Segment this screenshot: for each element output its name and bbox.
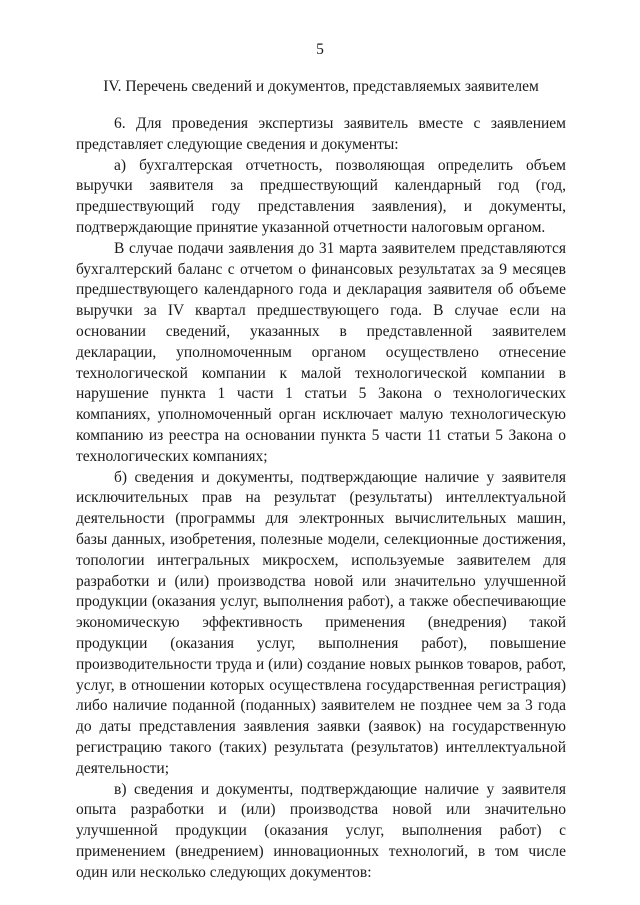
paragraph-march-deadline: В случае подачи заявления до 31 марта заявителем представляются бухгалтерский баланс с отчетом о финансовых результатах за 9 месяцев предшествующего календарного года и декларация заявителя об объеме выручки за IV квартал предшествующего года. В случае если на основании сведений, указанных в представленной заявителем декларации, уполномоченным органом осуществлено отнесение технологической компании к малой технологической компании в нарушение пункта 1 части 1 статьи 5 Закона о технологических компаниях, уполномоченный орган исключает малую технологическую компанию из реестра на основании пункта 5 части 11 статьи 5 Закона о технологических компаниях;	[76, 239, 566, 465]
section-heading: IV. Перечень сведений и документов, представляемых заявителем	[103, 78, 539, 95]
document-body	[76, 114, 566, 883]
paragraph-subitem-a: а) бухгалтерская отчетность, позволяющая определить объем выручки заявителя за предшествующий календарный год (год, предшествующий году представления заявления), и документы, подтверждающие принятие указанной отчетности налоговым органом.	[76, 156, 566, 236]
paragraph-item-6: 6. Для проведения экспертизы заявитель вместе с заявлением представляет следующие сведения и документы:	[76, 115, 566, 153]
paragraph-subitem-b: б) сведения и документы, подтверждающие наличие у заявителя исключительных прав на результат (результаты) интеллектуальной деятельности (программы для электронных вычислительных машин, базы данных, изобретения, полезные модели, селекционные достижения, топологии интегральных микросхем, используемые заявителем для разработки и (или) производства новой или значительно улучшенной продукции (оказания услуг, выполнения работ), а также обеспечивающие экономическую эффективность применения (внедрения) такой продукции (оказания услуг, выполнения работ), повышение производительности труда и (или) создание новых рынков товаров, работ, услуг, в отношении которых осуществлена государственная регистрация) либо наличие поданной (поданных) заявителем не позднее чем за 3 года до даты представления заявления заявки (заявок) на государственную регистрацию такого (таких) результата (результатов) интеллектуальной деятельности;	[76, 468, 566, 777]
paragraph-subitem-v: в) сведения и документы, подтверждающие наличие у заявителя опыта разработки и (или) производства новой или значительно улучшенной продукции (оказания услуг, выполнения работ) с применением (внедрением) инновационных технологий, в том числе один или несколько следующих документов:	[76, 780, 566, 881]
page-number: 5	[316, 41, 324, 58]
